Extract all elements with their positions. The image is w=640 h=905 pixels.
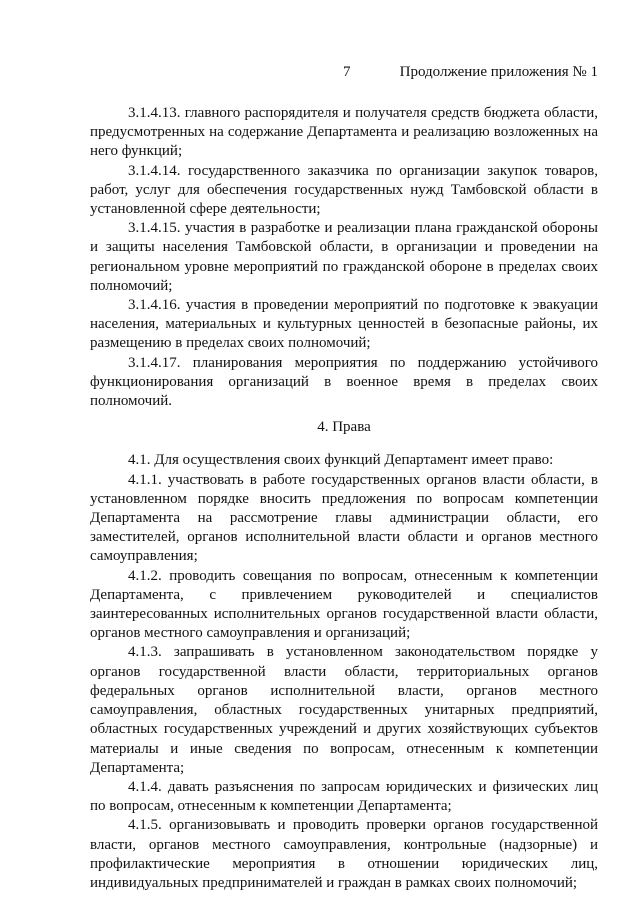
- paragraph-4-1: 4.1. Для осуществления своих функций Департамент имеет право:: [128, 452, 554, 469]
- section-heading-rights: 4. Права: [317, 419, 371, 436]
- paragraph-4-1-2: 4.1.2. проводить совещания по вопросам, отнесенным к компетенции Департамента, с привлечением руководителей и специалистов заинтересованных исполнительных органов государственной власти области, органов местного самоуправления и организаций;: [90, 567, 598, 642]
- appendix-continuation-title: Продолжение приложения № 1: [399, 64, 598, 80]
- paragraph-4-1-3: 4.1.3. запрашивать в установленном законодательством порядке у органов государственной власти области, территориальных органов федеральных органов исполнительной власти, органов местного самоуправления, областных государственных унитарных предприятий, областных государственных учреждений и других хозяйствующих субъектов материалы и иные сведения по вопросам, отнесенным к компетенции Департамента;: [90, 644, 598, 776]
- paragraph-3-1-4-14: 3.1.4.14. государственного заказчика по организации закупок товаров, работ, услуг для обеспечения государственных нужд Тамбовской области в установленной сфере деятельности;: [90, 162, 598, 218]
- paragraph-3-1-4-13: 3.1.4.13. главного распорядителя и получателя средств бюджета области, предусмотренных на содержание Департамента и реализацию возложенных на него функций;: [90, 105, 598, 160]
- document-body: [90, 104, 598, 893]
- paragraph-3-1-4-15: 3.1.4.15. участия в разработке и реализации плана гражданской обороны и защиты населения Тамбовской области, в организации и проведении на региональном уровне мероприятий по гражданской обороне в пределах своих полномочий;: [90, 220, 598, 294]
- paragraph-4-1-4: 4.1.4. давать разъяснения по запросам юридических и физических лиц по вопросам, отнесенным к компетенции Департамента;: [90, 778, 598, 815]
- paragraph-4-1-5: 4.1.5. организовывать и проводить проверки органов государственной власти, органов местного самоуправления, контрольные (надзорные) и профилактические мероприятия в отношении юридических лиц, индивидуальных предпринимателей и граждан в рамках своих полномочий;: [90, 817, 598, 891]
- page-header: [0, 64, 640, 84]
- paragraph-3-1-4-17: 3.1.4.17. планирования мероприятия по поддержанию устойчивого функционирования организаций в военное время в пределах своих полномочий.: [90, 354, 598, 410]
- paragraph-3-1-4-16: 3.1.4.16. участия в проведении мероприятий по подготовке к эвакуации населения, материальных и культурных ценностей в безопасные районы, их размещению в пределах своих полномочий;: [90, 297, 598, 352]
- page-number: 7: [343, 64, 351, 80]
- paragraph-4-1-1: 4.1.1. участвовать в работе государственных органов власти области, в установленном порядке вносить предложения по вопросам компетенции Департамента на рассмотрение главы администрации области, его заместителей, органов исполнительной власти области и органов местного самоуправления;: [90, 471, 598, 565]
